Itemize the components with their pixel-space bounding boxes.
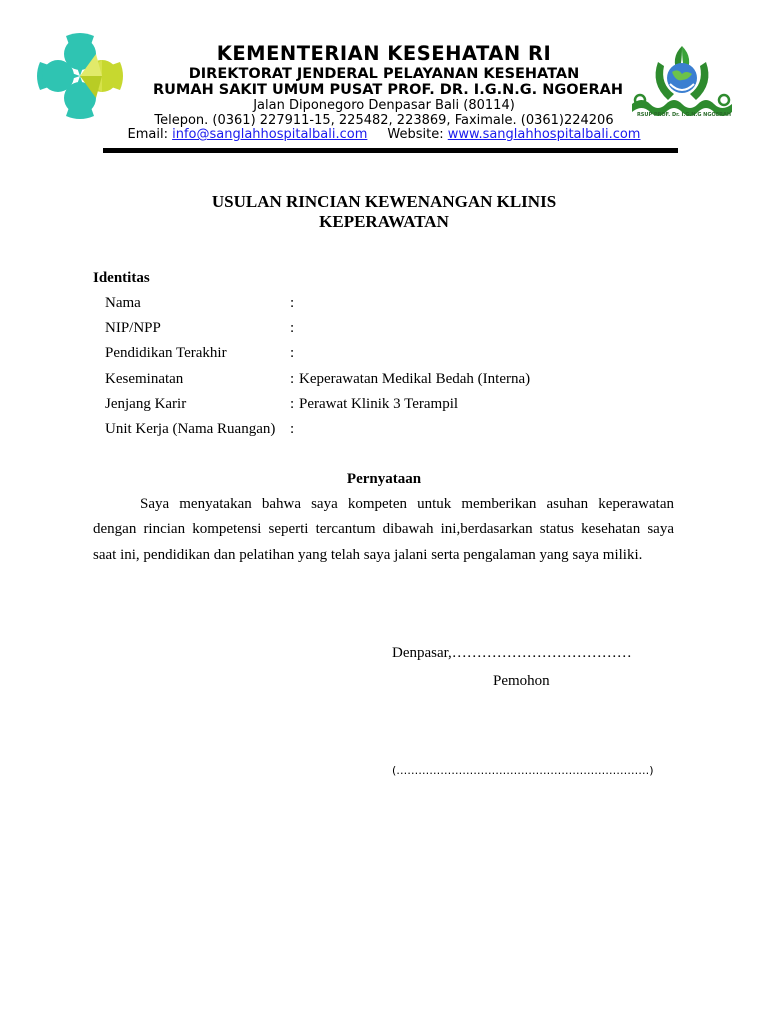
identity-row-nama [105,295,665,315]
identity-label: Nama [105,295,141,311]
identity-heading: Identitas [93,270,150,286]
document-title: USULAN RINCIAN KEWENANGAN KLINIS [211,192,557,211]
hospital-phone: Telepon. (0361) 227911-15, 225482, 223869, Faximale. (0361)224206 [154,113,614,128]
identity-row-jenjang-karir [105,396,665,416]
identity-separator: : [290,295,295,311]
identity-row-pendidikan [105,345,665,365]
identity-row-nip [105,320,665,340]
signature-place-date: Denpasar,……………………………… [392,645,632,661]
identity-row-keseminatan [105,371,665,391]
ministry-name: KEMENTERIAN KESEHATAN RI [216,42,552,65]
identity-label: Unit Kerja (Nama Ruangan) [105,421,276,437]
email-label: Email: [127,127,168,142]
website-label: Website: [387,127,444,142]
hospital-address: Jalan Diponegoro Denpasar Bali (80114) [253,98,515,113]
identity-row-unit-kerja [105,421,665,441]
identity-separator: : [290,320,295,336]
identity-label: Keseminatan [105,371,184,387]
contact-line [100,127,668,142]
identity-label: Jenjang Karir [105,396,187,412]
identity-separator: : [290,345,295,361]
directorate-name: DIREKTORAT JENDERAL PELAYANAN KESEHATAN [188,66,580,82]
statement-line: dengan rincian kompetensi seperti tercantum dibawah ini,berdasarkan status kesehatan saya [93,521,674,537]
identity-value: Keperawatan Medikal Bedah (Interna) [299,371,531,387]
email-link[interactable]: info@sanglahhospitalbali.com [172,127,368,142]
identity-separator: : [290,396,295,412]
document-subtitle: KEPERAWATAN [319,212,449,231]
signature-role: Pemohon [493,673,550,689]
statement-line: saat ini, pendidikan dan pelatihan yang telah saya jalani serta pengalaman yang saya miliki. [93,547,643,563]
identity-label: NIP/NPP [105,320,161,336]
identity-label: Pendidikan Terakhir [105,345,227,361]
identity-separator: : [290,421,295,437]
statement-heading: Pernyataan [346,471,422,487]
hospital-name: RUMAH SAKIT UMUM PUSAT PROF. DR. I.G.N.G. NGOERAH [152,82,624,98]
website-link[interactable]: www.sanglahhospitalbali.com [447,127,641,142]
statement-line: Saya menyatakan bahwa saya kompeten untuk memberikan asuhan keperawatan [140,496,674,512]
right-logo-caption: RSUP PROF. Dr. I.G.N.G NGOERAH [636,112,732,118]
identity-value: Perawat Klinik 3 Terampil [299,396,459,412]
identity-separator: : [290,371,295,387]
signature-name-line: (……………………………………………………………) [392,764,654,777]
letterhead-divider [103,148,678,153]
